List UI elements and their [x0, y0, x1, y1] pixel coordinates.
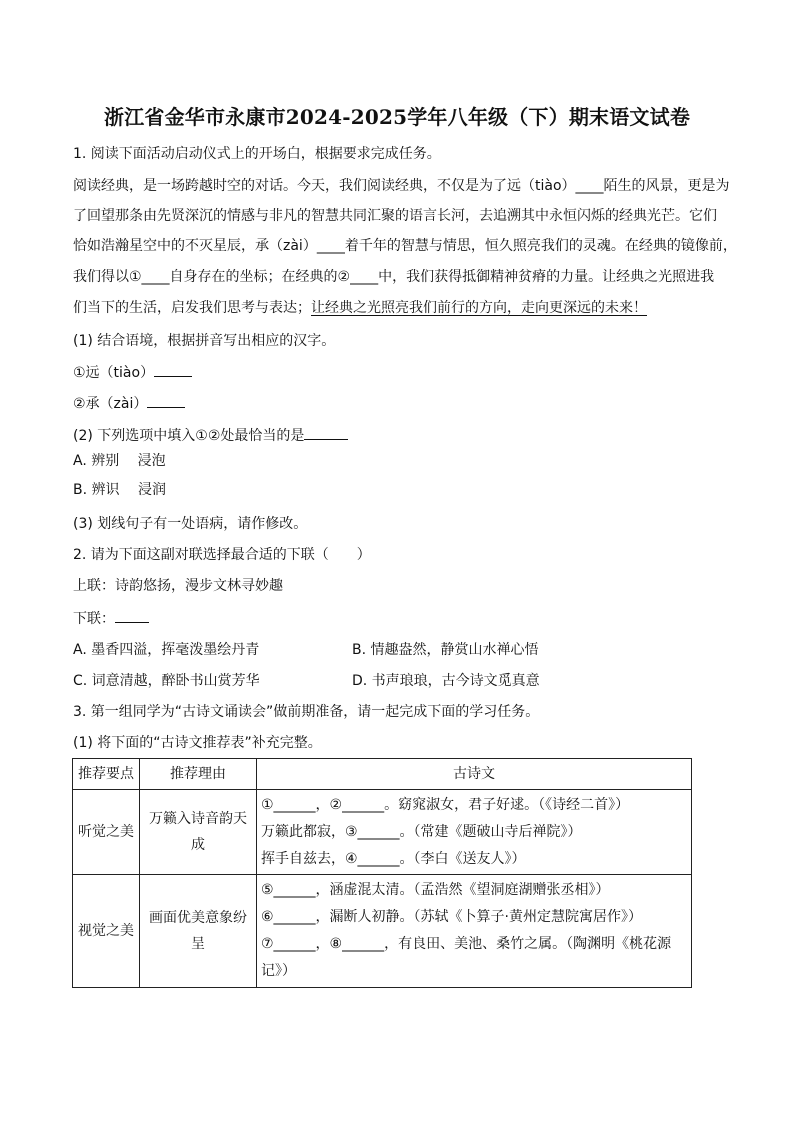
poem-line[interactable]: 挥手自兹去，④______。（李白《送友人》） [261, 850, 526, 867]
q2-lower-label: 下联： [73, 611, 115, 627]
q1-sub2-label: (2) 下列选项中填入①②处最恰当的是 [73, 428, 305, 444]
table-row [73, 875, 692, 988]
poem-line[interactable]: 万籁此都寂，③______。（常建《题破山寺后禅院》） [261, 823, 582, 840]
q1-passage-line-4: 我们得以①____自身存在的坐标；在经典的②____中，我们获得抵御精神贫瘠的力量。让经典之光照进我 [73, 269, 715, 285]
q1-sub1-a [73, 362, 192, 383]
q2-option-b: B. 情趣盎然，静赏山水禅心悟 [352, 642, 539, 658]
q1-passage-plain: 们当下的生活，启发我们思考与表达； [73, 300, 311, 316]
table-header-row [73, 759, 692, 790]
row-poem-lines [257, 875, 692, 988]
q2-stem: 2. 请为下面这副对联选择最合适的下联（ ） [73, 547, 371, 563]
answer-blank[interactable] [115, 608, 149, 623]
q1-sub1-b-label: ②承（zài） [73, 396, 148, 412]
poem-line[interactable]: ⑤______，涵虚混太清。（孟浩然《望洞庭湖赠张丞相》） [261, 882, 610, 898]
q1-passage-line-5 [73, 298, 647, 318]
answer-blank[interactable] [154, 362, 192, 377]
q2-option-d: D. 书声琅琅，古今诗文觅真意 [352, 673, 540, 689]
header-cell-poem: 古诗文 [257, 759, 692, 790]
row-reason: 画面优美意象纷呈 [140, 875, 257, 988]
table-row [73, 790, 692, 875]
poem-line[interactable]: ⑥______，漏断人初静。（苏轼《卜算子·黄州定慧院寓居作》） [261, 909, 642, 925]
q1-stem: 1. 阅读下面活动启动仪式上的开场白，根据要求完成任务。 [73, 146, 441, 162]
q2-option-a: A. 墨香四溢，挥毫泼墨绘丹青 [73, 642, 260, 658]
q1-sub1: (1) 结合语境，根据拼音写出相应的汉字。 [73, 333, 336, 349]
header-cell-point: 推荐要点 [73, 759, 140, 790]
q1-passage-line-2: 了回望那条由先贤深沉的情感与非凡的智慧共同汇聚的语言长河，去追溯其中永恒闪烁的经典光芒。它们 [73, 208, 717, 224]
q1-sub2-option-b: B. 辨识 浸润 [73, 482, 166, 498]
answer-blank[interactable] [147, 393, 185, 408]
q2-upper-couplet: 上联：诗韵悠扬，漫步文林寻妙趣 [73, 578, 283, 594]
q1-sub2 [73, 425, 348, 446]
q1-sub3: (3) 划线句子有一处语病，请作修改。 [73, 516, 308, 532]
poem-line[interactable]: 记》） [261, 963, 296, 979]
q1-sub2-option-a: A. 辨别 浸泡 [73, 453, 166, 469]
q1-sub1-a-label: ①远（tiào） [73, 365, 155, 381]
row-point: 听觉之美 [73, 790, 140, 875]
q3-sub1: (1) 将下面的“古诗文推荐表”补充完整。 [73, 735, 322, 751]
q3-stem: 3. 第一组同学为“古诗文诵读会”做前期准备，请一起完成下面的学习任务。 [73, 704, 540, 720]
q1-underlined-sentence: 让经典之光照亮我们前行的方向，走向更深远的未来！ [311, 300, 647, 316]
q1-passage-line-3: 恰如浩瀚星空中的不灭星辰，承（zài）____着千年的智慧与情思，恒久照亮我们的灵魂。在经典的镜像前， [73, 238, 737, 254]
header-cell-reason: 推荐理由 [140, 759, 257, 790]
exam-title: 浙江省金华市永康市2024-2025学年八年级（下）期末语文试卷 [103, 105, 691, 129]
q2-option-c: C. 词意清越，醉卧书山赏芳华 [73, 673, 260, 689]
row-poem-lines [257, 790, 692, 875]
poetry-recommendation-table [72, 758, 692, 988]
q2-lower-couplet [73, 608, 149, 629]
answer-blank[interactable] [304, 425, 348, 440]
poem-line[interactable]: ①______，②______。窈窕淑女，君子好逑。（《诗经二首》） [261, 796, 630, 813]
poem-line[interactable]: ⑦______，⑧______，有良田、美池、桑竹之属。（陶渊明《桃花源 [261, 936, 672, 952]
q1-sub1-b [73, 393, 185, 414]
row-point: 视觉之美 [73, 875, 140, 988]
row-reason: 万籁入诗音韵天成 [140, 790, 257, 875]
q1-passage-line-1: 阅读经典，是一场跨越时空的对话。今天，我们阅读经典，不仅是为了远（tiào）____陌生的风景，更是为 [73, 178, 730, 194]
